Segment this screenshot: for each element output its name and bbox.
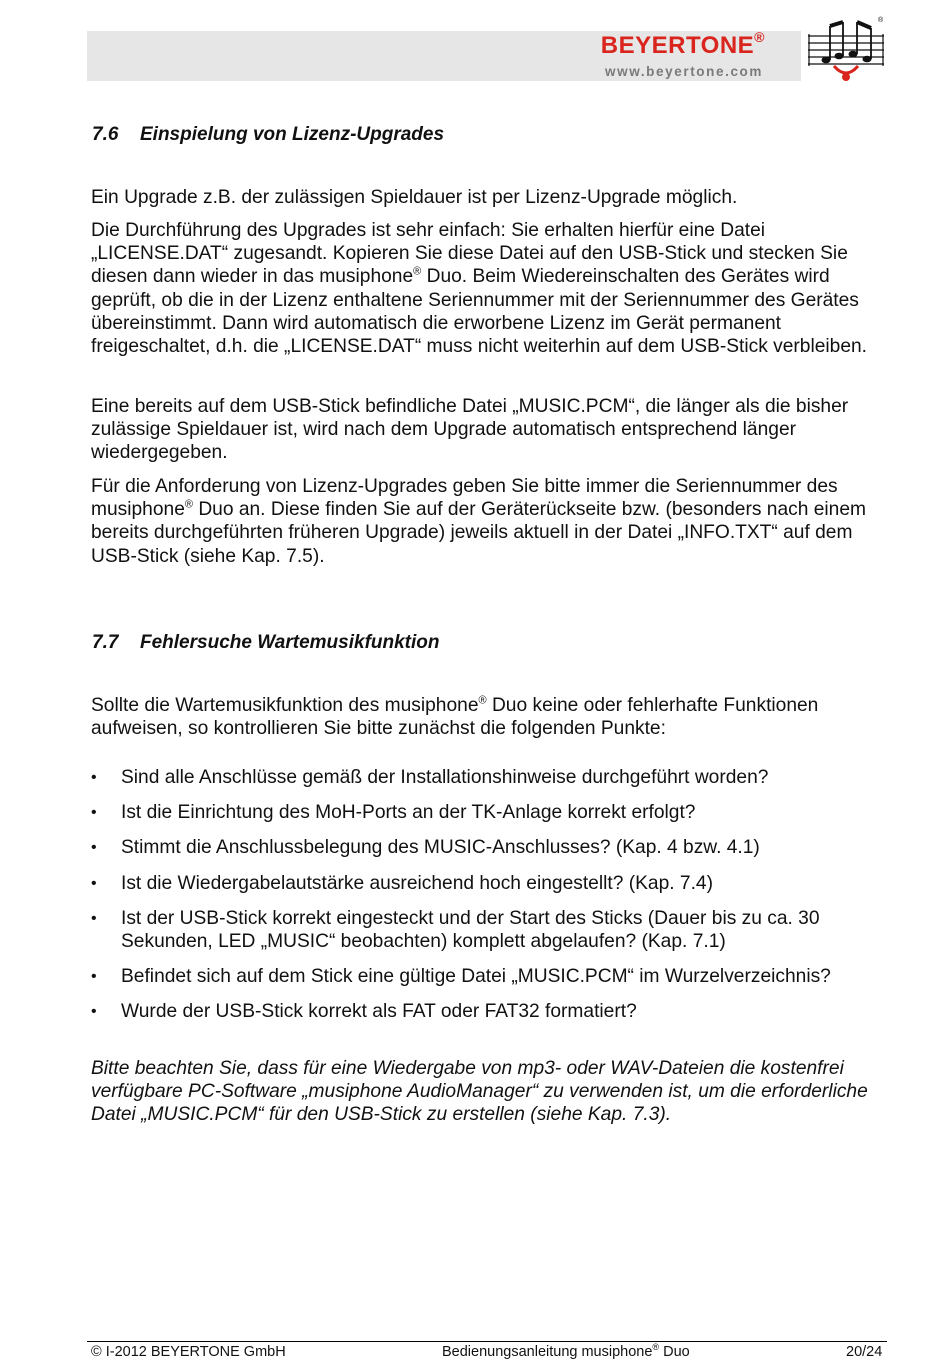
brand-url: www.beyertone.com (605, 64, 763, 79)
list-item: • Ist die Wiedergabelautstärke ausreichend hoch eingestellt? (Kap. 7.4) (91, 872, 891, 895)
section-heading-7-7: 7.7 Fehlersuche Wartemusikfunktion (92, 632, 440, 653)
music-notes-logo-icon (806, 14, 886, 82)
paragraph: Die Durchführung des Upgrades ist sehr einfach: Sie erhalten hierfür eine Datei „LICENSE.DAT“ zugesandt. Kopieren Sie diese Datei auf den USB-Stick und stecken Sie diesen dann wieder in das musiphone® Duo. Beim Wiedereinschalten des Gerätes wird geprüft, ob die in der Lizenz enthaltene Seriennummer mit der Seriennummer des Gerätes übereinstimmt. Dann wird automatisch die erworbene Lizenz im Gerät permanent freigeschaltet, d.h. die „LICENSE.DAT“ muss nicht weiterhin auf dem USB-Stick verbleiben. (91, 220, 867, 358)
paragraph: Ein Upgrade z.B. der zulässigen Spieldauer ist per Lizenz-Upgrade möglich. (91, 187, 738, 208)
note-paragraph: Bitte beachten Sie, dass für eine Wiedergabe von mp3- oder WAV-Dateien die kostenfrei verfügbare PC-Software „musiphone AudioManager“ zu verwenden ist, um die erforderliche Datei „MUSIC.PCM“ für den USB-Stick zu erstellen (siehe Kap. 7.3). (91, 1058, 868, 1126)
svg-text:®: ® (878, 17, 884, 24)
paragraph: Für die Anforderung von Lizenz-Upgrades geben Sie bitte immer die Seriennummer des musiphone® Duo an. Diese finden Sie auf der Geräterückseite bzw. (besonders nach einem bereits durchgeführten früheren Upgrade) jeweils aktuell in der Datei „INFO.TXT“ auf dem USB-Stick (siehe Kap. 7.5). (91, 476, 866, 567)
footer-divider (87, 1341, 887, 1342)
list-item: • Ist die Einrichtung des MoH-Ports an der TK-Anlage korrekt erfolgt? (91, 801, 891, 824)
section-heading-7-6: 7.6 Einspielung von Lizenz-Upgrades (92, 124, 445, 145)
paragraph: Eine bereits auf dem USB-Stick befindliche Datei „MUSIC.PCM“, die länger als die bisher zulässige Spieldauer ist, wird nach dem Upgrade automatisch entsprechend länger wiedergegeben. (91, 396, 849, 464)
brand-name: BEYERTONE® (600, 29, 765, 59)
list-item: • Wurde der USB-Stick korrekt als FAT oder FAT32 formatiert? (91, 1000, 891, 1023)
list-item: • Ist der USB-Stick korrekt eingesteckt und der Start des Sticks (Dauer bis zu ca. 30 Sekunden, LED „MUSIC“ beobachten) komplett abgelaufen? (Kap. 7.1) (91, 907, 891, 953)
footer-title: Bedienungsanleitung musiphone® Duo (442, 1342, 690, 1360)
paragraph: Sollte die Wartemusikfunktion des musiphone® Duo keine oder fehlerhafte Funktionen aufweisen, so kontrollieren Sie bitte zunächst die folgenden Punkte: (91, 694, 819, 740)
list-item: • Stimmt die Anschlussbelegung des MUSIC-Anschlusses? (Kap. 4 bzw. 4.1) (91, 836, 891, 859)
footer-copyright: © I-2012 BEYERTONE GmbH (91, 1344, 286, 1360)
list-item: • Sind alle Anschlüsse gemäß der Installationshinweise durchgeführt worden? (91, 766, 891, 789)
list-item: • Befindet sich auf dem Stick eine gültige Datei „MUSIC.PCM“ im Wurzelverzeichnis? (91, 965, 891, 988)
page-number: 20/24 (846, 1344, 883, 1360)
checklist (91, 766, 891, 1036)
header-band (87, 31, 801, 81)
